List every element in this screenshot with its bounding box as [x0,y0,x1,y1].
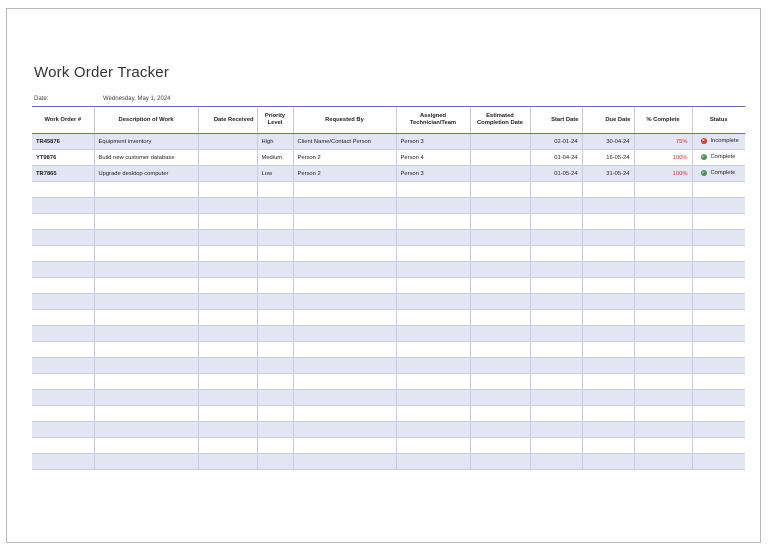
empty-cell[interactable] [198,310,257,326]
empty-cell[interactable] [32,214,94,230]
empty-cell[interactable] [293,406,396,422]
empty-cell[interactable] [257,246,293,262]
empty-cell[interactable] [692,198,745,214]
col-header-requested-by[interactable]: Requested By [293,107,396,134]
cell-start-date[interactable]: 01-04-24 [530,150,582,166]
empty-cell[interactable] [692,422,745,438]
empty-cell[interactable] [198,230,257,246]
empty-cell[interactable] [257,294,293,310]
empty-cell[interactable] [470,438,530,454]
empty-cell[interactable] [198,438,257,454]
x-circle-icon [701,138,707,144]
empty-cell[interactable] [94,198,198,214]
empty-table-row [32,198,745,214]
empty-cell[interactable] [692,438,745,454]
empty-cell[interactable] [530,406,582,422]
empty-cell[interactable] [634,246,692,262]
empty-cell[interactable] [582,182,634,198]
empty-cell[interactable] [470,422,530,438]
table-row [32,150,745,166]
empty-cell[interactable] [396,342,470,358]
empty-cell[interactable] [634,454,692,470]
empty-cell[interactable] [470,294,530,310]
empty-cell[interactable] [530,214,582,230]
cell-description[interactable]: Equipment inventory [94,134,198,150]
empty-cell[interactable] [692,342,745,358]
cell-assigned[interactable]: Person 3 [396,134,470,150]
empty-cell[interactable] [582,278,634,294]
empty-cell[interactable] [32,262,94,278]
empty-cell[interactable] [396,230,470,246]
empty-cell[interactable] [582,294,634,310]
empty-cell[interactable] [582,390,634,406]
empty-cell[interactable] [692,310,745,326]
cell-pct-complete[interactable]: 100% [634,166,692,182]
empty-cell[interactable] [692,326,745,342]
empty-cell[interactable] [582,422,634,438]
empty-cell[interactable] [198,278,257,294]
empty-cell[interactable] [198,406,257,422]
empty-table-row [32,294,745,310]
empty-cell[interactable] [530,310,582,326]
work-order-table [32,106,745,470]
empty-cell[interactable] [32,358,94,374]
cell-work-order[interactable]: TR45876 [32,134,94,150]
empty-cell[interactable] [94,230,198,246]
empty-table-row [32,358,745,374]
cell-est-completion[interactable] [470,166,530,182]
cell-date-received[interactable] [198,134,257,150]
empty-cell[interactable] [198,326,257,342]
empty-cell[interactable] [396,198,470,214]
empty-cell[interactable] [396,454,470,470]
empty-cell[interactable] [257,422,293,438]
empty-cell[interactable] [470,390,530,406]
date-label: Date: [34,96,49,102]
empty-cell[interactable] [582,198,634,214]
empty-cell[interactable] [582,326,634,342]
empty-cell[interactable] [530,358,582,374]
cell-due-date[interactable]: 16-05-24 [582,150,634,166]
empty-cell[interactable] [582,342,634,358]
empty-cell[interactable] [470,198,530,214]
empty-cell[interactable] [634,182,692,198]
empty-cell[interactable] [32,278,94,294]
empty-cell[interactable] [634,406,692,422]
empty-cell[interactable] [293,198,396,214]
empty-cell[interactable] [634,390,692,406]
empty-cell[interactable] [257,374,293,390]
empty-cell[interactable] [530,230,582,246]
cell-start-date[interactable]: 01-05-24 [530,166,582,182]
empty-cell[interactable] [94,310,198,326]
empty-cell[interactable] [257,326,293,342]
empty-table-row [32,406,745,422]
empty-cell[interactable] [94,358,198,374]
empty-cell[interactable] [257,182,293,198]
empty-cell[interactable] [396,422,470,438]
empty-cell[interactable] [470,182,530,198]
empty-cell[interactable] [198,374,257,390]
empty-cell[interactable] [293,390,396,406]
empty-table-row [32,246,745,262]
empty-cell[interactable] [634,358,692,374]
empty-cell[interactable] [94,246,198,262]
cell-pct-complete[interactable]: 100% [634,150,692,166]
cell-est-completion[interactable] [470,150,530,166]
empty-table-row [32,262,745,278]
cell-priority[interactable]: Medium [257,150,293,166]
empty-cell[interactable] [396,390,470,406]
empty-cell[interactable] [257,438,293,454]
empty-cell[interactable] [257,358,293,374]
empty-table-row [32,422,745,438]
empty-cell[interactable] [198,422,257,438]
empty-cell[interactable] [396,310,470,326]
table-body [32,134,745,470]
empty-cell[interactable] [32,326,94,342]
empty-cell[interactable] [634,262,692,278]
empty-cell[interactable] [470,230,530,246]
empty-cell[interactable] [32,246,94,262]
status-text: Complete [710,154,736,161]
cell-due-date[interactable]: 31-05-24 [582,166,634,182]
empty-cell[interactable] [530,278,582,294]
empty-cell[interactable] [257,262,293,278]
empty-cell[interactable] [470,262,530,278]
empty-cell[interactable] [257,278,293,294]
empty-cell[interactable] [470,214,530,230]
empty-cell[interactable] [582,214,634,230]
col-header-pct-complete[interactable]: % Complete [634,107,692,134]
empty-cell[interactable] [293,454,396,470]
empty-cell[interactable] [396,326,470,342]
empty-cell[interactable] [470,278,530,294]
empty-cell[interactable] [692,358,745,374]
empty-table-row [32,454,745,470]
table-header-row [32,107,745,134]
empty-cell[interactable] [32,342,94,358]
empty-cell[interactable] [396,438,470,454]
empty-cell[interactable] [470,406,530,422]
empty-cell[interactable] [634,230,692,246]
empty-cell[interactable] [582,374,634,390]
empty-cell[interactable] [198,390,257,406]
empty-cell[interactable] [396,214,470,230]
cell-assigned[interactable]: Person 4 [396,150,470,166]
empty-cell[interactable] [94,454,198,470]
empty-cell[interactable] [32,406,94,422]
empty-cell[interactable] [582,246,634,262]
empty-cell[interactable] [32,310,94,326]
empty-cell[interactable] [293,438,396,454]
empty-cell[interactable] [293,358,396,374]
empty-cell[interactable] [257,342,293,358]
cell-priority[interactable]: High [257,134,293,150]
col-header-work-order[interactable]: Work Order # [32,107,94,134]
empty-cell[interactable] [634,214,692,230]
col-header-status[interactable]: Status [692,107,745,134]
empty-table-row [32,342,745,358]
empty-cell[interactable] [634,374,692,390]
empty-cell[interactable] [470,374,530,390]
table-row [32,166,745,182]
empty-cell[interactable] [470,342,530,358]
empty-cell[interactable] [582,230,634,246]
empty-cell[interactable] [634,278,692,294]
empty-cell[interactable] [257,230,293,246]
empty-cell[interactable] [692,246,745,262]
empty-cell[interactable] [396,278,470,294]
empty-cell[interactable] [293,230,396,246]
empty-cell[interactable] [582,262,634,278]
empty-cell[interactable] [530,326,582,342]
empty-table-row [32,374,745,390]
empty-cell[interactable] [692,406,745,422]
empty-cell[interactable] [257,390,293,406]
empty-cell[interactable] [530,422,582,438]
empty-cell[interactable] [198,454,257,470]
empty-cell[interactable] [32,422,94,438]
empty-cell[interactable] [257,406,293,422]
check-circle-icon [701,154,707,160]
empty-cell[interactable] [582,438,634,454]
cell-requested-by[interactable]: Client Name/Contact Person [293,134,396,150]
empty-cell[interactable] [692,262,745,278]
empty-cell[interactable] [32,390,94,406]
cell-due-date[interactable]: 30-04-24 [582,134,634,150]
cell-status[interactable] [692,150,745,166]
empty-cell[interactable] [396,374,470,390]
empty-cell[interactable] [293,310,396,326]
empty-cell[interactable] [198,342,257,358]
empty-cell[interactable] [94,342,198,358]
empty-cell[interactable] [530,198,582,214]
empty-cell[interactable] [634,310,692,326]
empty-cell[interactable] [396,246,470,262]
empty-cell[interactable] [692,214,745,230]
empty-cell[interactable] [94,278,198,294]
cell-status[interactable] [692,166,745,182]
cell-status[interactable] [692,134,745,150]
empty-cell[interactable] [293,374,396,390]
empty-table-row [32,278,745,294]
cell-pct-complete[interactable]: 75% [634,134,692,150]
empty-cell[interactable] [692,294,745,310]
col-header-start-date[interactable]: Start Date [530,107,582,134]
empty-cell[interactable] [257,198,293,214]
empty-cell[interactable] [634,438,692,454]
empty-cell[interactable] [582,358,634,374]
empty-cell[interactable] [32,294,94,310]
empty-cell[interactable] [470,358,530,374]
empty-cell[interactable] [198,214,257,230]
empty-cell[interactable] [634,326,692,342]
empty-cell[interactable] [470,326,530,342]
empty-cell[interactable] [94,390,198,406]
empty-table-row [32,310,745,326]
empty-cell[interactable] [692,454,745,470]
cell-work-order[interactable]: TR7865 [32,166,94,182]
empty-cell[interactable] [257,310,293,326]
cell-description[interactable]: Upgrade desktop computer [94,166,198,182]
empty-cell[interactable] [582,406,634,422]
cell-assigned[interactable]: Person 3 [396,166,470,182]
empty-cell[interactable] [634,342,692,358]
col-header-est-completion[interactable]: Estimated Completion Date [470,107,530,134]
col-header-assigned[interactable]: Assigned Technician/Team [396,107,470,134]
cell-requested-by[interactable]: Person 2 [293,150,396,166]
empty-cell[interactable] [470,454,530,470]
empty-cell[interactable] [582,454,634,470]
empty-cell[interactable] [530,438,582,454]
empty-cell[interactable] [94,262,198,278]
empty-cell[interactable] [32,230,94,246]
cell-date-received[interactable] [198,150,257,166]
check-circle-icon [701,170,707,176]
empty-cell[interactable] [94,326,198,342]
empty-cell[interactable] [396,182,470,198]
empty-cell[interactable] [634,198,692,214]
empty-cell[interactable] [94,374,198,390]
table-row [32,134,745,150]
empty-cell[interactable] [257,214,293,230]
empty-cell[interactable] [198,182,257,198]
empty-cell[interactable] [32,454,94,470]
cell-requested-by[interactable]: Person 2 [293,166,396,182]
cell-date-received[interactable] [198,166,257,182]
empty-cell[interactable] [293,422,396,438]
empty-cell[interactable] [94,406,198,422]
empty-cell[interactable] [32,438,94,454]
empty-cell[interactable] [582,310,634,326]
empty-cell[interactable] [692,230,745,246]
empty-cell[interactable] [198,358,257,374]
empty-cell[interactable] [470,310,530,326]
empty-cell[interactable] [293,182,396,198]
empty-cell[interactable] [634,422,692,438]
empty-cell[interactable] [530,374,582,390]
col-header-date-received[interactable]: Date Received [198,107,257,134]
col-header-description[interactable]: Description of Work [94,107,198,134]
empty-cell[interactable] [634,294,692,310]
empty-cell[interactable] [293,262,396,278]
empty-cell[interactable] [32,182,94,198]
col-header-priority[interactable]: Priority Level [257,107,293,134]
empty-cell[interactable] [94,422,198,438]
status-text: Complete [710,170,736,177]
empty-cell[interactable] [198,198,257,214]
empty-cell[interactable] [293,294,396,310]
empty-cell[interactable] [32,198,94,214]
empty-cell[interactable] [530,246,582,262]
empty-cell[interactable] [293,246,396,262]
empty-cell[interactable] [257,454,293,470]
empty-cell[interactable] [692,374,745,390]
empty-cell[interactable] [293,214,396,230]
empty-cell[interactable] [293,278,396,294]
empty-cell[interactable] [396,406,470,422]
empty-cell[interactable] [94,438,198,454]
empty-cell[interactable] [530,294,582,310]
empty-table-row [32,214,745,230]
empty-cell[interactable] [692,278,745,294]
empty-cell[interactable] [198,262,257,278]
cell-work-order[interactable]: YT9876 [32,150,94,166]
empty-cell[interactable] [396,358,470,374]
cell-priority[interactable]: Low [257,166,293,182]
empty-cell[interactable] [396,294,470,310]
empty-cell[interactable] [198,294,257,310]
date-value[interactable]: Wednesday, May 1, 2024 [103,96,171,102]
empty-cell[interactable] [293,342,396,358]
empty-cell[interactable] [470,246,530,262]
empty-cell[interactable] [530,262,582,278]
empty-table-row [32,326,745,342]
empty-cell[interactable] [530,390,582,406]
empty-table-row [32,182,745,198]
empty-cell[interactable] [94,182,198,198]
empty-cell[interactable] [94,294,198,310]
page-title: Work Order Tracker [34,64,170,81]
empty-cell[interactable] [94,214,198,230]
cell-est-completion[interactable] [470,134,530,150]
empty-cell[interactable] [692,182,745,198]
empty-cell[interactable] [692,390,745,406]
empty-cell[interactable] [198,246,257,262]
status-text: Incomplete [710,138,739,145]
cell-start-date[interactable]: 02-01-24 [530,134,582,150]
cell-description[interactable]: Build new customer database [94,150,198,166]
empty-cell[interactable] [530,182,582,198]
empty-cell[interactable] [32,374,94,390]
empty-cell[interactable] [396,262,470,278]
col-header-due-date[interactable]: Due Date [582,107,634,134]
empty-cell[interactable] [530,342,582,358]
empty-table-row [32,230,745,246]
empty-cell[interactable] [530,454,582,470]
empty-cell[interactable] [293,326,396,342]
empty-table-row [32,390,745,406]
empty-table-row [32,438,745,454]
